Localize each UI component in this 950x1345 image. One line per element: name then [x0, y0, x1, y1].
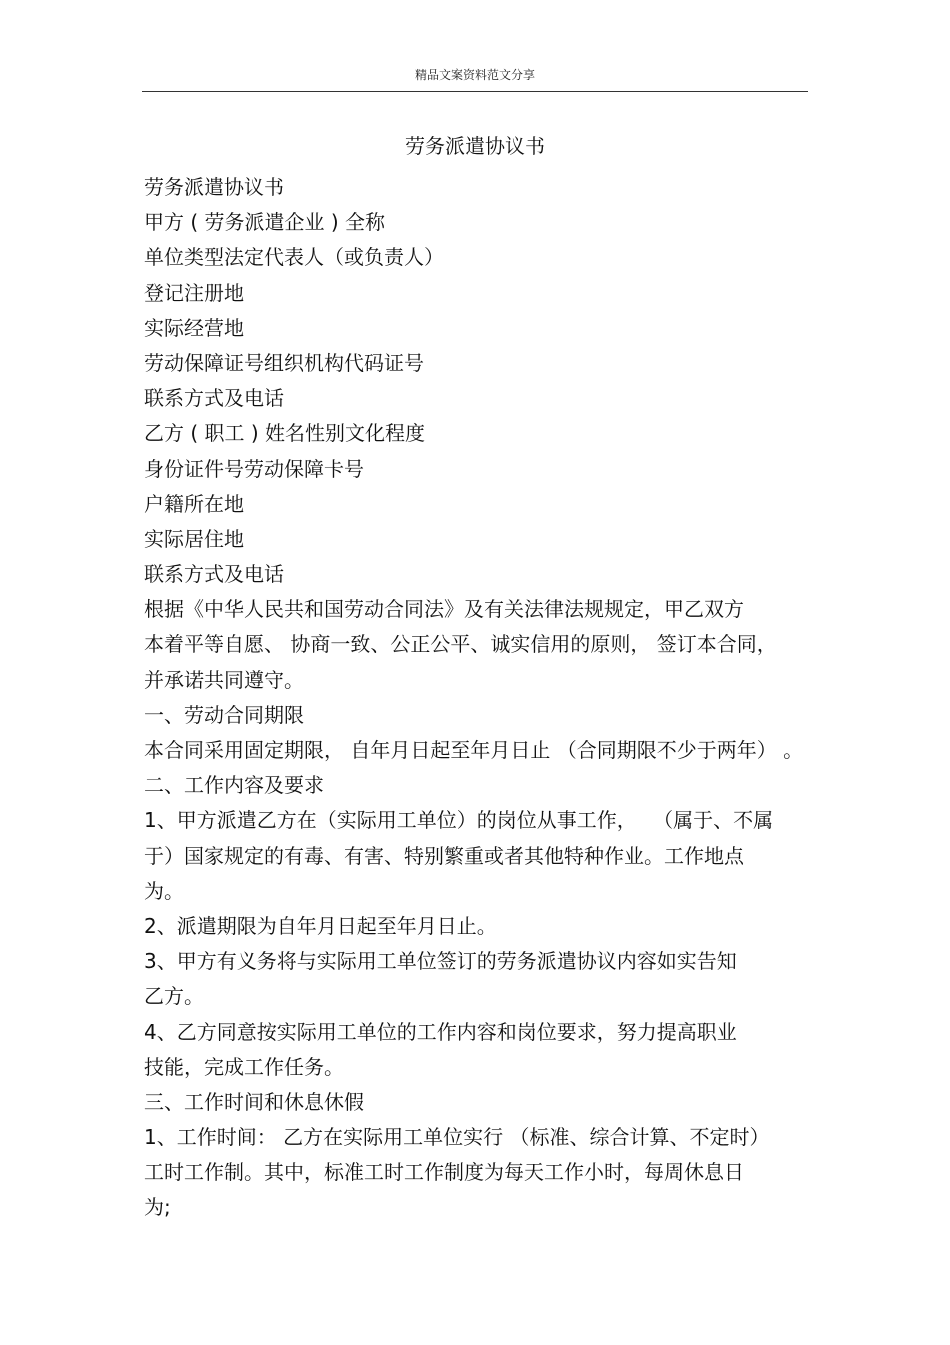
- text-line: 根据《中华人民共和国劳动合同法》及有关法律法规规定，甲乙双方: [144, 597, 744, 622]
- text-line: 技能，完成工作任务。: [144, 1054, 344, 1079]
- text-line: 工时工作制。其中，标准工时工作制度为每天工作小时，每周休息日: [144, 1160, 744, 1185]
- text-line: 实际居住地: [144, 526, 244, 551]
- text-line: 登记注册地: [144, 280, 244, 305]
- text-line: 乙方 ( 职工 ) 姓名性别文化程度: [144, 421, 426, 446]
- text-line: 本合同采用固定期限， 自年月日起至年月日止 （合同期限不少于两年） 。: [144, 738, 804, 762]
- text-line: 身份证件号劳动保障卡号: [144, 456, 364, 481]
- section-heading: 一、劳动合同期限: [144, 702, 304, 727]
- text-line: 劳动保障证号组织机构代码证号: [144, 350, 424, 375]
- page-header: 精品文案资料范文分享: [414, 68, 535, 82]
- text-line: 联系方式及电话: [144, 386, 284, 411]
- text-line: 3、甲方有义务将与实际用工单位签订的劳务派遣协议内容如实告知: [144, 949, 737, 974]
- text-line: 户籍所在地: [144, 491, 244, 516]
- text-line: 本着平等自愿、 协商一致、公正公平、诚实信用的原则， 签订本合同，: [144, 632, 777, 657]
- section-heading: 二、工作内容及要求: [144, 773, 324, 798]
- section-heading: 三、工作时间和休息休假: [144, 1089, 364, 1114]
- text-line: 联系方式及电话: [144, 562, 284, 587]
- text-line: 甲方 ( 劳务派遣企业 ) 全称: [144, 210, 386, 235]
- text-line: 劳务派遣协议书: [144, 175, 284, 199]
- text-line: 于）国家规定的有毒、有害、特别繁重或者其他特种作业。工作地点: [144, 843, 744, 868]
- text-line: 1、工作时间： 乙方在实际用工单位实行 （标准、综合计算、不定时）: [144, 1125, 770, 1150]
- text-line: 实际经营地: [144, 315, 244, 340]
- document-body: [144, 172, 824, 1228]
- text-line: 2、派遣期限为自年月日起至年月日止。: [144, 913, 497, 938]
- text-line: 4、乙方同意按实际用工单位的工作内容和岗位要求，努力提高职业: [144, 1019, 737, 1044]
- text-line: 为。: [144, 878, 184, 903]
- text-line: 单位类型法定代表人（或负责人）: [144, 245, 444, 270]
- text-line: 并承诺共同遵守。: [144, 667, 304, 692]
- text-line: 为;: [144, 1195, 171, 1220]
- header-divider: [142, 91, 808, 92]
- document-title: 劳务派遣协议书: [405, 134, 545, 158]
- text-line: 乙方。: [144, 984, 204, 1009]
- text-line: 1、甲方派遣乙方在（实际用工单位）的岗位从事工作， （属于、不属: [144, 808, 774, 833]
